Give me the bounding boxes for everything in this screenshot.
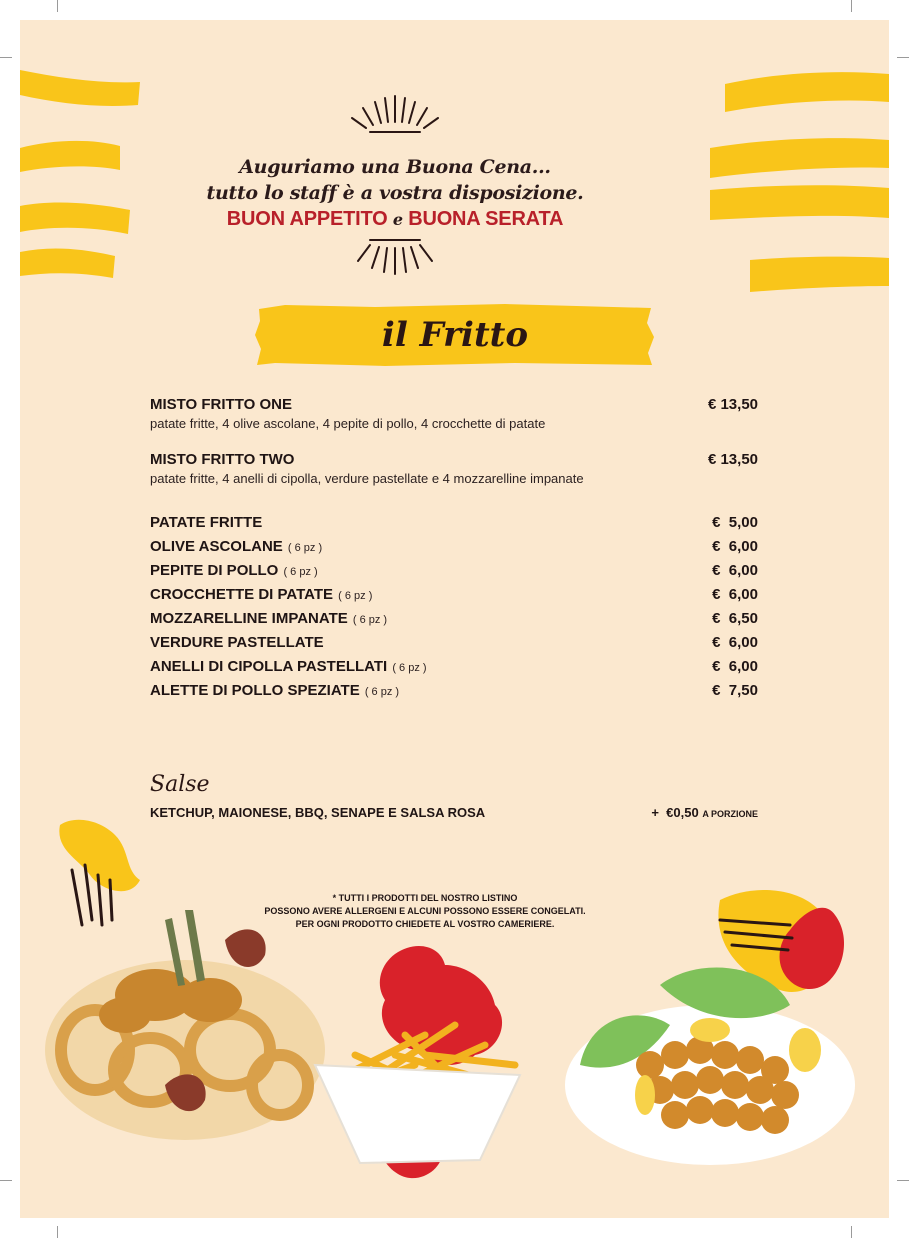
- buona-serata-text: BUONA SERATA: [408, 208, 564, 230]
- salse-price-value: + €0,50: [651, 805, 699, 820]
- crop-mark: [897, 57, 909, 58]
- item-qty: ( 6 pz ): [283, 566, 318, 578]
- menu-item-combo: [150, 396, 758, 431]
- joiner-text: e: [392, 210, 403, 229]
- item-name: PATATE FRITTE: [150, 514, 263, 531]
- item-qty: ( 6 pz ): [338, 590, 373, 602]
- french-fries-image: [305, 995, 530, 1175]
- list-item: [150, 608, 758, 632]
- greeting-line-1: Auguriamo una Buona Cena...: [239, 156, 551, 178]
- list-item: [150, 512, 758, 536]
- crop-mark: [57, 0, 58, 12]
- item-price: € 6,00: [712, 634, 758, 651]
- item-name: OLIVE ASCOLANE: [150, 538, 283, 555]
- item-description: patate fritte, 4 anelli di cipolla, verdure pastellate e 4 mozzarelline impanate: [150, 471, 584, 486]
- item-name: VERDURE PASTELLATE: [150, 634, 324, 651]
- item-price: € 13,50: [707, 451, 758, 468]
- sunburst-top-icon: [180, 88, 610, 138]
- salse-list: KETCHUP, MAIONESE, BBQ, SENAPE E SALSA ROSA: [150, 805, 486, 820]
- crop-mark: [897, 1180, 909, 1181]
- greeting-line-3: [180, 208, 610, 231]
- item-name: MOZZARELLINE IMPANATE: [150, 610, 348, 627]
- item-qty: ( 6 pz ): [287, 542, 323, 554]
- item-price: € 7,50: [712, 682, 758, 699]
- item-qty: ( 6 pz ): [392, 662, 427, 674]
- item-price: € 6,00: [712, 562, 758, 579]
- buon-appetito-text: BUON APPETITO: [226, 208, 388, 230]
- item-price: € 5,00: [712, 514, 758, 531]
- section-banner: [255, 303, 655, 367]
- item-price: € 6,50: [712, 610, 758, 627]
- crop-mark: [851, 1226, 852, 1238]
- salse-title: Salse: [150, 772, 210, 797]
- item-price: € 6,00: [712, 658, 758, 675]
- list-item: [150, 680, 758, 704]
- menu-item-combo: [150, 451, 758, 486]
- item-name: PEPITE DI POLLO: [150, 562, 279, 579]
- crop-mark: [57, 1226, 58, 1238]
- section-title: il Fritto: [381, 315, 529, 355]
- item-name: MISTO FRITTO ONE: [150, 396, 292, 413]
- item-price: € 13,50: [707, 396, 758, 413]
- item-qty: ( 6 pz ): [364, 686, 400, 698]
- salse-price-unit: A PORZIONE: [702, 809, 758, 819]
- menu-list: [150, 396, 758, 704]
- greeting-line-2: tutto lo staff è a vostra disposizione.: [206, 182, 584, 204]
- item-name: CROCCHETTE DI PATATE: [150, 586, 334, 603]
- item-price: € 6,00: [712, 586, 758, 603]
- fried-platter-image: [35, 900, 335, 1160]
- crop-mark: [851, 0, 852, 12]
- list-item: [150, 584, 758, 608]
- list-item: [150, 656, 758, 680]
- item-name: MISTO FRITTO TWO: [150, 451, 295, 468]
- note-line-2: POSSONO AVERE ALLERGENI E ALCUNI POSSONO ESSERE CONGELATI.: [264, 906, 586, 916]
- item-qty: ( 6 pz ): [352, 614, 388, 626]
- list-item: [150, 536, 758, 560]
- sunburst-bottom-icon: [180, 236, 610, 280]
- note-line-1: * TUTTI I PRODOTTI DEL NOSTRO LISTINO: [332, 893, 518, 903]
- menu-items: [150, 512, 758, 704]
- salse-row: [150, 805, 758, 820]
- note-line-3: PER OGNI PRODOTTO CHIEDETE AL VOSTRO CAMERIERE.: [295, 919, 555, 929]
- crop-mark: [0, 1180, 12, 1181]
- item-name: ALETTE DI POLLO SPEZIATE: [150, 682, 360, 699]
- greeting-header: [180, 108, 610, 231]
- salse-price: [651, 805, 758, 820]
- list-item: [150, 632, 758, 656]
- item-price: € 6,00: [712, 538, 758, 555]
- menu-page: [20, 20, 889, 1218]
- crop-mark: [0, 57, 12, 58]
- fried-olives-image: [560, 945, 860, 1175]
- list-item: [150, 560, 758, 584]
- item-name: ANELLI DI CIPOLLA PASTELLATI: [150, 658, 388, 675]
- item-description: patate fritte, 4 olive ascolane, 4 pepite di pollo, 4 crocchette di patate: [150, 416, 546, 431]
